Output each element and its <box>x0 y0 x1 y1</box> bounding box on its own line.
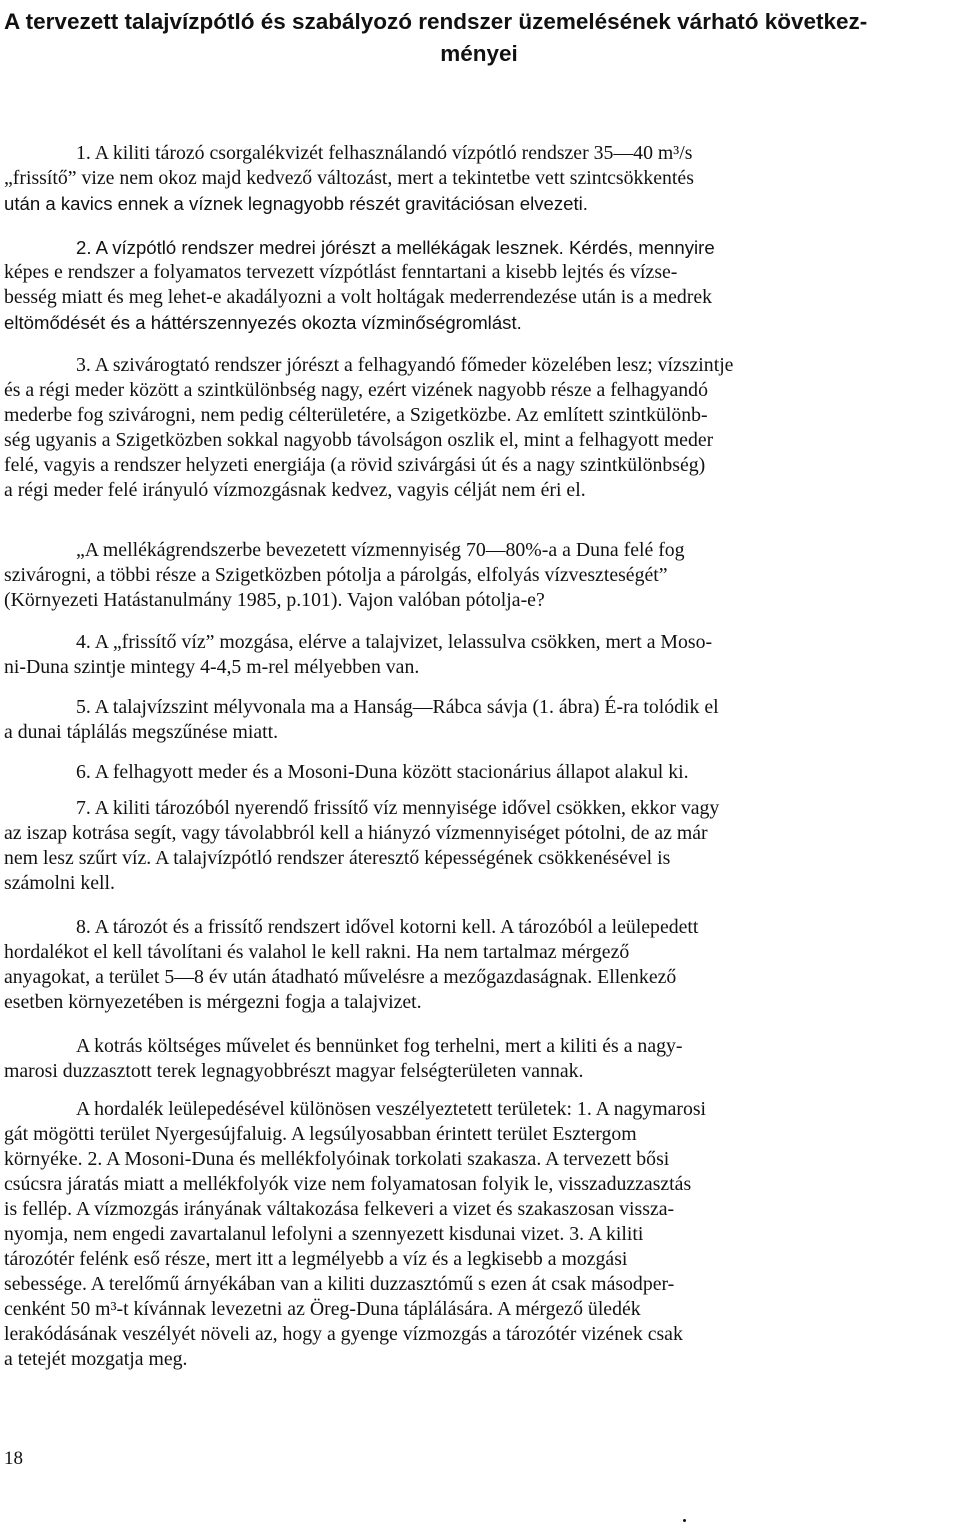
text-line: csúcsra járatás miatt a mellékfolyók vize nem folyamatosan folyik le, visszaduzzasztás <box>4 1173 692 1195</box>
text-line: a régi meder felé irányuló vízmozgásnak kedvez, vagyis célját nem éri el. <box>4 479 586 501</box>
page-number: 18 <box>4 1448 23 1469</box>
text-line: és a régi meder között a szintkülönbség nagy, ezért vizének nagyobb része a felhagyandó <box>4 379 708 401</box>
paragraph-4 <box>4 630 956 680</box>
text-line: szivárogni, a többi része a Szigetközben pótolja a párolgás, elfolyás vízveszteségét” <box>4 564 668 586</box>
text-line: sebessége. A terelőmű árnyékában van a kiliti duzzasztómű s ezen át csak másodper- <box>4 1273 675 1295</box>
title-line-2: ményei <box>440 41 518 66</box>
text-line: a tetejét mozgatja meg. <box>4 1348 188 1370</box>
text-line: nem lesz szűrt víz. A talajvízpótló rendszer áteresztő képességének csökkenésével is <box>4 847 671 869</box>
text-line: esetben környezetében is mérgezni fogja a talajvizet. <box>4 991 422 1013</box>
print-speck <box>683 1519 686 1522</box>
paragraph-7 <box>4 796 956 896</box>
text-line: eltömődését és a háttérszennyezés okozta vízminőségromlást. <box>4 312 522 333</box>
text-line: A hordalék leülepedésével különösen veszélyeztetett területek: 1. A nagymarosi <box>76 1098 707 1120</box>
text-line: 5. A talajvízszint mélyvonala ma a Hanság—Rábca sávja (1. ábra) É-ra tolódik el <box>76 696 719 718</box>
title-line-1: A tervezett talajvízpótló és szabályozó rendszer üzemelésének várható következ- <box>4 9 868 34</box>
text-line: cenként 50 m³-t kívánnak levezetni az Öreg-Duna táplálására. A mérgező üledék <box>4 1298 641 1320</box>
text-line: „frissítő” vize nem okoz majd kedvező változást, mert a tekintetbe vett szintcsökkentés <box>4 167 694 189</box>
text-line: környéke. 2. A Mosoni-Duna és mellékfolyóinak torkolati szakasza. A tervezett bősi <box>4 1148 670 1170</box>
paragraph-6 <box>4 760 956 785</box>
text-line: a dunai táplálás megszűnése miatt. <box>4 721 279 743</box>
text-line: besség miatt és meg lehet-e akadályozni a volt holtágak mederrendezése után is a medrek <box>4 286 712 308</box>
text-line: nyomja, nem engedi zavartalanul lefolyni a szennyezett kisdunai vizet. 3. A kiliti <box>4 1223 644 1245</box>
text-line: 6. A felhagyott meder és a Mosoni-Duna között stacionárius állapot alakul ki. <box>76 761 689 783</box>
text-line: 7. A kiliti tározóból nyerendő frissítő víz mennyisége idővel csökken, ekkor vagy <box>76 797 720 819</box>
text-line: marosi duzzasztott terek legnagyobbrészt magyar felségterületen vannak. <box>4 1060 584 1082</box>
paragraph-9 <box>4 1034 956 1084</box>
text-line: (Környezeti Hatástanulmány 1985, p.101). Vajon valóban pótolja-e? <box>4 589 545 611</box>
text-line: lerakódásának veszélyét növeli az, hogy a gyenge vízmozgás a tározótér vizének csak <box>4 1323 683 1345</box>
text-line: után a kavics ennek a víznek legnagyobb részét gravitációsan elvezeti. <box>4 193 588 214</box>
paragraph-5 <box>4 695 956 745</box>
text-line: 8. A tározót és a frissítő rendszert idővel kotorni kell. A tározóból a leülepedett <box>76 916 699 938</box>
text-line: tározótér felénk eső része, mert itt a legmélyebb a víz és a legkisebb a mozgási <box>4 1248 628 1270</box>
text-line: 2. A vízpótló rendszer medrei jórészt a mellékágak lesznek. Kérdés, mennyire <box>76 237 715 258</box>
text-line: gát mögötti terület Nyergesújfaluig. A legsúlyosabban érintett terület Esztergom <box>4 1123 637 1145</box>
text-line: A kotrás költséges művelet és bennünket fog terhelni, mert a kiliti és a nagy- <box>76 1035 683 1057</box>
page-title <box>4 6 954 70</box>
text-line: ség ugyanis a Szigetközben sokkal nagyobb távolságon oszlik el, mint a felhagyott meder <box>4 429 714 451</box>
paragraph-quote <box>4 538 956 613</box>
paragraph-1 <box>4 141 956 216</box>
text-line: anyagokat, a terület 5—8 év után átadható művelésre a mezőgazdaságnak. Ellenkező <box>4 966 677 988</box>
text-line: mederbe fog szivárogni, nem pedig célterületére, a Szigetközbe. Az említett szintkülönb- <box>4 404 708 426</box>
text-line: 4. A „frissítő víz” mozgása, elérve a talajvizet, lelassulva csökken, mert a Moso- <box>76 631 713 653</box>
text-line: is fellép. A vízmozgás irányának váltakozása felkeveri a vizet és szakaszosan vissza- <box>4 1198 675 1220</box>
paragraph-8 <box>4 915 956 1015</box>
paragraph-2 <box>4 235 956 335</box>
text-line: 1. A kiliti tározó csorgalékvizét felhasználandó vízpótló rendszer 35—40 m³/s <box>76 142 693 164</box>
paragraph-10 <box>4 1097 956 1372</box>
paragraph-3 <box>4 353 956 503</box>
text-line: 3. A szivárogtató rendszer jórészt a felhagyandó főmeder közelében lesz; vízszintje <box>76 354 734 376</box>
text-line: hordalékot el kell távolítani és valahol le kell rakni. Ha nem tartalmaz mérgező <box>4 941 630 963</box>
text-line: képes e rendszer a folyamatos tervezett vízpótlást fenntartani a kisebb lejtés és vízse- <box>4 261 678 283</box>
text-line: felé, vagyis a rendszer helyzeti energiája (a rövid szivárgási út és a nagy szintkülönbség) <box>4 454 706 476</box>
text-line: ni-Duna szintje mintegy 4-4,5 m-rel mélyebben van. <box>4 656 420 678</box>
text-line: számolni kell. <box>4 872 115 894</box>
text-line: az iszap kotrása segít, vagy távolabbról kell a hiányzó vízmennyiséget pótolni, de az már <box>4 822 708 844</box>
text-line: „A mellékágrendszerbe bevezetett vízmennyiség 70—80%-a a Duna felé fog <box>76 539 685 561</box>
